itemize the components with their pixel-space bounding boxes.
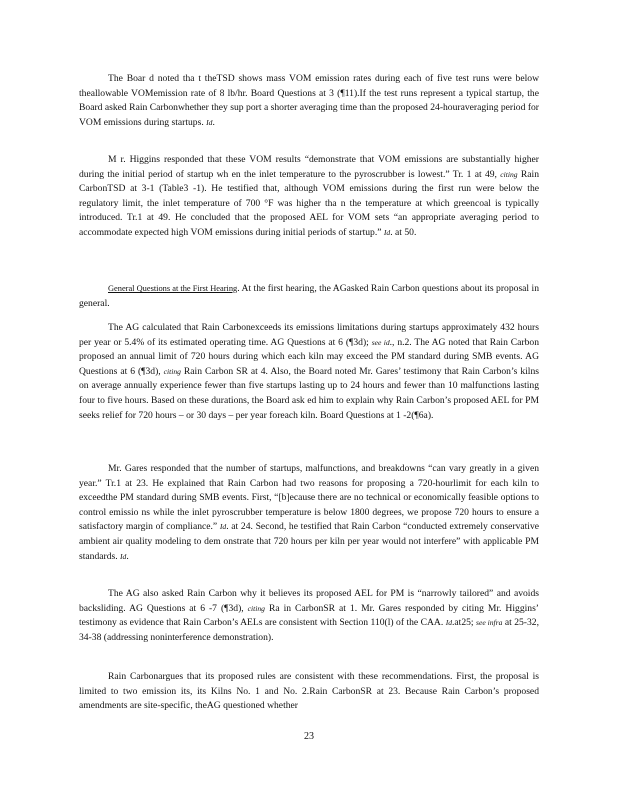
paragraph-4	[79, 321, 539, 423]
body-text: Rain Carbon SR at 4. Also, the Board noted Mr. Gares’ testimony that Rain Carbon’s kilns on average annually experience fewer than five startups lasting up to 24 hours and fewer than 10 malfunctions lasting four to five hours. Based on these durations, the Board ask ed him to explain why Rain Carbon’s proposed AEL for PM seeks relief for 720 hours – or 30 days – per year foreach kiln. Board Questions at 1 -2(¶6a).	[79, 365, 539, 421]
body-text: The Boar d noted tha t theTSD shows mass VOM emission rates during each of five test runs were below theallowable VOMemission rate of 8 lb/hr. Board Questions at 3 (¶11).If the test runs represent a typical startup, the Board asked Rain Carbonwhether they sup port a shorter averaging time than the proposed 24-houraveraging period for VOM emissions during startups.	[79, 73, 539, 128]
body-text: Ra in CarbonSR at 1. Mr. Gares responded by citing Mr. Higgins’ testimony as evidence that Rain Carbon’s AELs are consistent with Section 110(l) of the CAA.	[79, 602, 540, 629]
body-text: .at25;	[452, 617, 477, 629]
body-text: ., n.2. The AG noted that Rain Carbon proposed an annual limit of 720 hours during which each kiln may exceed the PM standard during SMB events. AG Questions at 6 (¶3d),	[79, 336, 539, 377]
paragraph-6	[79, 587, 539, 645]
section-heading: General Questions at the First Hearing	[108, 284, 238, 293]
body-text: .	[212, 116, 215, 128]
citation-text: see infra	[476, 618, 503, 628]
body-text: The AG also asked Rain Carbon why it believes its proposed AEL for PM is “narrowly tailored” and avoids backsliding. AG Questions at 6 -7 (¶3d),	[79, 588, 539, 614]
body-text: . at 50.	[390, 226, 417, 238]
citation-text: citing	[163, 366, 181, 376]
body-text: Rain Carbonargues that its proposed rules are consistent with these recommendations. First, the proposal is limited to two emission its, its Kilns No. 1 and No. 2.Rain CarbonSR at 23. Because Rain Carbon’s proposed amendments are site-specific, theAG questioned whether	[79, 671, 539, 712]
body-text: at 25-32, 34-38 (addressing noninterference demonstration).	[79, 617, 539, 643]
citation-text: citing	[247, 603, 265, 613]
citation-text: Id	[445, 618, 453, 628]
paragraph-3	[79, 282, 539, 311]
citation-text: citing	[500, 169, 518, 179]
page-number: 23	[304, 731, 314, 742]
citation-text: see id	[371, 337, 390, 347]
paragraph-7	[79, 670, 539, 714]
citation-text: Id	[383, 227, 391, 237]
body-text: .	[126, 550, 129, 562]
body-text: M r. Higgins responded that these VOM results “demonstrate that VOM emissions are substantially higher during the initial period of startup wh en the inlet temperature to the pyroscrubber is lowest.” Tr. 1 at 49,	[79, 154, 539, 180]
body-text: The AG calculated that Rain Carbonexceeds its emissions limitations during startups approximately 432 hours per year or 5.4% of its estimated operating time. AG Questions at 6 (¶3d);	[79, 322, 539, 348]
body-text: . at 24. Second, he testified that Rain Carbon “conducted extremely conservative ambient air quality modeling to dem onstrate that 720 hours per kiln per year would not interfere” with applicable PM standards.	[79, 521, 540, 562]
citation-text: Id	[206, 117, 213, 127]
citation-text: Id	[219, 522, 227, 532]
body-text: . At the first hearing, the AGasked Rain Carbon questions about its proposal in general.	[79, 283, 539, 309]
paragraph-2	[79, 153, 539, 241]
paragraph-1	[79, 72, 539, 130]
body-text: Mr. Gares responded that the number of startups, malfunctions, and breakdowns “can vary greatly in a given year.” Tr.1 at 23. He explained that Rain Carbon had two reasons for proposing a 720-hourlimit for each kiln to exceedthe PM standard during SMB events. First, “[b]ecause there are no technical or economically feasible options to control emissio ns while the inlet pyroscrubber temperature is below 1800 degrees, we propose 720 hours to ensure a satisfactory margin of compliance.”	[79, 463, 539, 533]
citation-text: Id	[120, 551, 127, 561]
body-text: Rain CarbonTSD at 3-1 (Table3 -1). He testified that, although VOM emissions during the first run were below the regulatory limit, the inlet temperature of 700 °F was higher tha n the temperature at which greencoal is typically introduced. Tr.1 at 49. He concluded that the proposed AEL for VOM sets “an appropriate averaging period to accommodate expected high VOM emissions during initial periods of startup.”	[79, 168, 539, 238]
paragraph-5	[79, 462, 539, 564]
